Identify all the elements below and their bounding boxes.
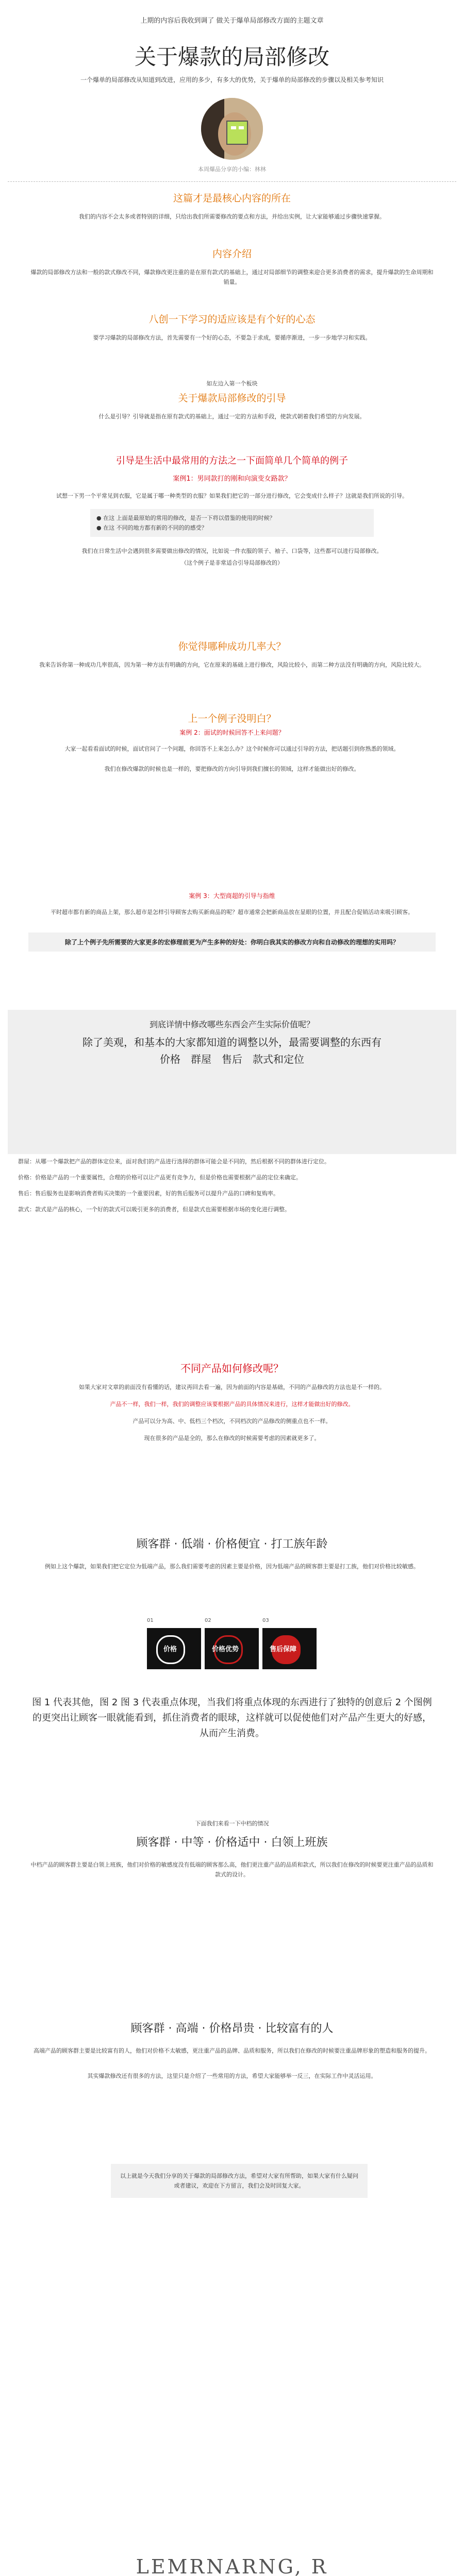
section-different-products	[8, 1360, 456, 1443]
section-heading: 不同产品如何修改呢？	[180, 1362, 284, 1375]
figure-caption: 图 1 代表其他，图 2 图 3 代表重点体现，当我们将重点体现的东西进行了独特的创意后 2 个图例的更突出让顾客一眼就能看到，抓住消费者的眼球，这样就可以促使他们对产品产生更大的好感，从而产生消费。	[32, 1697, 432, 1739]
page-title: 关于爆款的局部修改	[134, 44, 329, 70]
header-intro: 上期的内容后我收到调了 做关于爆单局部修改方面的主题文章	[140, 17, 324, 25]
avatar	[201, 98, 263, 160]
brand-name: LEMRNARNG, R	[136, 2555, 328, 2576]
section-body: 要学习爆款的局部修改方法，首先需要有一个好的心态，不要急于求成，要循序渐进，一步一步地学习和实践。	[93, 334, 371, 341]
note: ● 在这 上面是最原始的常用的修改，是否一下将以借鉴的使用的时候？	[96, 515, 275, 521]
section-heading: 顾客群 · 高端 · 价格昂贵 · 比较富有的人	[130, 2022, 334, 2035]
case-label: 案例1：男同款打的刚和向演变女路款？	[173, 475, 291, 483]
figure-tiles	[147, 1618, 317, 1674]
section-heading: 你觉得哪种成功几率大？	[178, 641, 286, 652]
section-body: 中档产品的顾客群主要是白领上班族，他们对价格的敏感度没有低端的顾客那么高，他们更注重产品的品质和款式，所以我们在修改的时候要更注重产品的品质和款式的设计。	[30, 1861, 434, 1878]
section-body: 现在很多的产品是全的，那么在修改的时候需要考虑的因素就更多了。	[144, 1435, 320, 1442]
section-probability	[8, 639, 456, 670]
section-core	[8, 191, 456, 222]
section-heading: 内容介绍	[212, 248, 252, 260]
section-heading: 这篇才是最核心内容的所在	[173, 193, 291, 204]
closing-note-box	[111, 2164, 368, 2198]
section-heading: 关于爆款局部修改的引导	[178, 393, 286, 404]
tile-label: 价格优势	[212, 1646, 239, 1653]
tile-label: 售后保障	[270, 1646, 297, 1653]
header-caption: 本周爆品分享的小编：林林	[198, 166, 266, 173]
section-what-to-change	[8, 1010, 456, 1154]
section-heading: 八创一下学习的适应该是有个好的心态	[148, 314, 316, 325]
section-mindset	[8, 312, 456, 343]
quote: （这个例子是非常适合引导局部修改的）	[181, 560, 283, 566]
divider	[8, 181, 456, 182]
section-red-body: 产品不一样，我们一样，我们的调整应该要根据产品的具体情况来进行，这样才能做出好的修改。	[110, 1401, 354, 1408]
tile-after-sales	[262, 1628, 317, 1669]
closing-note: 以上就是今天我们分享的关于爆款的局部修改方法，希望对大家有所帮助，如果大家有什么疑问或者建议，欢迎在下方留言，我们会及时回复大家。	[120, 2173, 358, 2189]
header-subline: 一个爆单的局部修改从知道到改进，应用的多少，有多大的优势，关于爆单的局部修改的步骤以及相关参考知识	[80, 76, 384, 83]
header	[8, 0, 456, 173]
section-body: 我们的内容不会太多或者特别的详细，只给出我们所需要修改的要点和方法，并给出实例，让大家能够通过步骤快速掌握。	[79, 213, 385, 220]
section-body: 平时超市都有新的商品上架，那么超市是怎样引导顾客去购买新商品的呢？超市通常会把新商品放在显眼的位置，并且配合促销活动来吸引顾客。	[51, 909, 413, 916]
section-heading: 顾客群 · 低端 · 价格便宜 · 打工族年龄	[136, 1538, 328, 1551]
figure-caption-block	[8, 1695, 456, 1741]
section-body: 什么是引导？引导就是指在原有款式的基础上，通过一定的方法和手段，使款式朝着我们希望的方向发展。	[98, 413, 366, 420]
section-example-3	[8, 891, 456, 952]
case-label: 案例 3：大型商超的引导与指维	[189, 892, 275, 900]
section-example-2	[8, 711, 456, 774]
conclusion-box: 除了上个例子先所需要的大家更多的宏修理前更为产生多种的好处：你明白我其实的修改方向和自动修改的理想的实用吗？	[28, 933, 436, 952]
section-heading: 引导是生活中最常用的方法之一下面简单几个简单的例子	[116, 455, 348, 466]
section-body: 高端产品的顾客群主要是比较富有的人，他们对价格不太敏感，更注重产品的品牌、品质和服务，所以我们在修改的时候要注重品牌形象的塑造和服务的提升。	[34, 2047, 430, 2054]
paragraph: 售后：售后服务也是影响消费者购买决策的一个重要因素，好的售后服务可以提升产品的口碑和复购率。	[18, 1190, 279, 1197]
tile-price-advantage	[205, 1628, 259, 1669]
section-small-label: 如左边入第一个板块	[206, 380, 258, 387]
tile-price	[147, 1628, 201, 1669]
section-low-end	[8, 1535, 456, 1571]
section-high-end	[8, 2020, 456, 2081]
section-body: 我们在修改爆款的时候也是一样的，要把修改的方向引导到我们擅长的领域，这样才能做出好的修改。	[104, 766, 360, 772]
figure-label: 03	[262, 1618, 269, 1623]
figure-label: 02	[205, 1618, 211, 1623]
paragraph: 款式：款式是产品的核心，一个好的款式可以吸引更多的消费者，但是款式也需要根据市场的变化进行调整。	[18, 1206, 290, 1213]
tile-label: 价格	[163, 1646, 177, 1653]
keywords: 价格 群屋 售后 款式和定位	[160, 1053, 304, 1065]
section-examples	[8, 453, 456, 568]
page	[8, 0, 456, 2576]
section-body: 例如上这个爆款，如果我们把它定位为低端产品，那么我们需要考虑的因素主要是价格，因为低端产品的顾客群主要是打工族，他们对价格比较敏感。	[45, 1563, 419, 1570]
section-guide	[8, 379, 456, 421]
figure-label: 01	[147, 1618, 154, 1623]
section-body: 我们在日常生活中会遇到很多需要做出修改的情况，比如说一件衣服的领子、袖子、口袋等，这些都可以进行局部修改。	[81, 548, 383, 554]
section-what-to-change-body	[8, 1157, 456, 1214]
case-label: 案例 2：面试的时候回答不上来问题？	[179, 729, 285, 736]
section-heading: 顾客群 · 中等 · 价格适中 · 白领上班族	[136, 1836, 328, 1849]
section-body: 爆款的局部修改方法和一般的款式修改不同，爆款修改更注重的是在原有款式的基础上，通过对局部细节的调整来迎合更多消费者的需求，提升爆款的生命周期和销量。	[30, 269, 434, 285]
section-body: 试想一下男一个平常见到衣服，它是属于哪一种类型的衣服？如果我们把它的一部分进行修改，它会变成什么样子？这就是我们所说的引导。	[56, 493, 408, 499]
section-heading: 到底详情中修改哪些东西会产生实际价值呢？	[149, 1020, 314, 1029]
brand-block	[8, 2555, 456, 2576]
section-body: 其实爆款修改还有很多的方法，这里只是介绍了一些常用的方法，希望大家能够举一反三，在实际工作中灵活运用。	[87, 2073, 377, 2079]
avatar-portrait-icon	[201, 98, 263, 160]
section-intro	[8, 246, 456, 287]
paragraph: 价格：价格是产品的一个重要属性，合理的价格可以让产品更有竞争力，但是价格也需要根据产品的定位来确定。	[18, 1174, 302, 1181]
note: ● 在这 不同的地方都有新的不同的的感受？	[96, 524, 207, 531]
section-body: 产品可以分为高、中、低档三个档次，不同档次的产品修改的侧重点也不一样。	[132, 1418, 332, 1425]
headline: 除了美观，和基本的大家都知道的调整以外，最需要调整的东西有	[82, 1036, 382, 1048]
notes-box	[90, 509, 374, 537]
section-heading: 上一个例子没明白？	[188, 713, 276, 724]
section-body: 我来告诉你第一种成功几率很高，因为第一种方法有明确的方向，它在原来的基础上进行修改，风险比较小，而第二种方法没有明确的方向，风险比较大。	[39, 662, 425, 668]
section-body: 大家一起看看面试的时候，面试官问了一个问题，你回答不上来怎么办？这个时候你可以通过引导的方法，把话题引到你熟悉的领域。	[64, 745, 400, 752]
paragraph: 群屋：从哪一个爆款把产品的群体定位来，面对我们的产品进行选择的群体可能会是不同的，然后根据不同的群体进行定位。	[18, 1158, 330, 1165]
section-body: 如果大家对文章的前面没有看懂的话，建议再回去看一遍，因为前面的内容是基础，不同的产品修改的方法也是不一样的。	[79, 1384, 385, 1391]
section-small-label: 下面我们来看一下中档的情况	[195, 1820, 269, 1827]
section-mid-end	[8, 1819, 456, 1879]
